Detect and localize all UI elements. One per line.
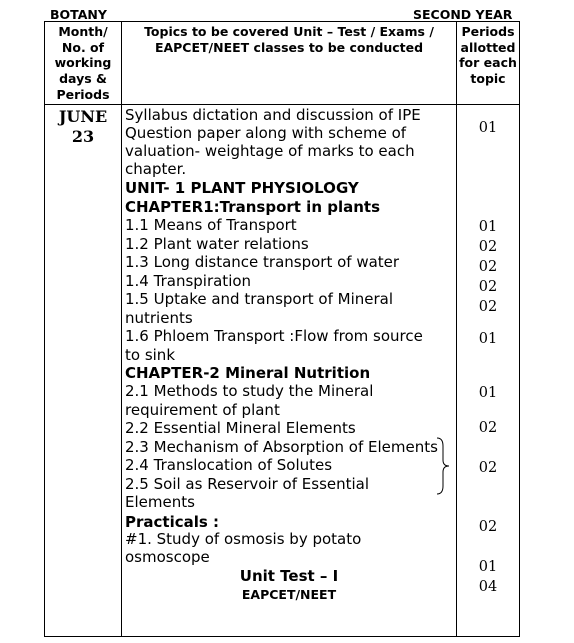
periods-cell (457, 105, 520, 637)
practicals-heading: Practicals : (125, 513, 220, 531)
table-header-row (45, 22, 520, 105)
topics-column-header: Topics to be covered Unit – Test / Exams / EAPCET/NEET classes to be conducted (122, 22, 457, 105)
chapter-heading: CHAPTER-2 Mineral Nutrition (125, 364, 371, 382)
topic-line: 1.4 Transpiration (125, 272, 252, 290)
topic-line: requirement of plant (125, 401, 280, 419)
year-label: SECOND YEAR (413, 7, 513, 22)
chapter-heading: CHAPTER1:Transport in plants (125, 198, 380, 216)
topic-line: 1.2 Plant water relations (125, 235, 309, 253)
topic-line: Syllabus dictation and discussion of IPE (125, 106, 421, 124)
topic-line: 2.1 Methods to study the Mineral (125, 382, 374, 400)
period-value: 01 (478, 385, 498, 401)
table-row (45, 105, 520, 637)
month-name: JUNE (58, 107, 108, 126)
topic-line: valuation- weightage of marks to each (125, 142, 415, 160)
topic-line: #1. Study of osmosis by potato (125, 530, 362, 548)
working-days: 23 (71, 127, 95, 146)
topic-line: nutrients (125, 309, 193, 327)
period-value: 02 (478, 519, 498, 535)
curly-brace-icon (435, 436, 451, 496)
topic-line: to sink (125, 346, 176, 364)
period-value: 01 (478, 219, 498, 235)
period-value: 02 (478, 460, 498, 476)
topic-line: 2.3 Mechanism of Absorption of Elements (125, 438, 438, 456)
period-value: 01 (478, 331, 498, 347)
period-value: 02 (478, 299, 498, 315)
period-value: 02 (478, 420, 498, 436)
topic-line: 1.6 Phloem Transport :Flow from source (125, 327, 423, 345)
periods-column-header: Periods allotted for each topic (457, 22, 520, 105)
topic-line: 2.5 Soil as Reservoir of Essential (125, 475, 370, 493)
topic-line: 2.4 Translocation of Solutes (125, 456, 333, 474)
subject-label: BOTANY (50, 7, 107, 22)
unit-test-label: Unit Test – I (239, 567, 339, 585)
period-value: 01 (478, 559, 498, 575)
topic-line: 1.5 Uptake and transport of Mineral (125, 290, 394, 308)
period-value: 02 (478, 239, 498, 255)
topic-line: 1.3 Long distance transport of water (125, 253, 400, 271)
topic-line: Elements (125, 493, 195, 511)
topic-line: chapter. (125, 160, 187, 178)
topic-line: Question paper along with scheme of (125, 124, 407, 142)
month-column-header: Month/ No. of working days & Periods (45, 22, 122, 105)
topic-line: osmoscope (125, 548, 210, 566)
unit-heading: UNIT- 1 PLANT PHYSIOLOGY (125, 179, 359, 197)
period-value: 02 (478, 259, 498, 275)
syllabus-table (44, 21, 520, 637)
eapcet-neet-label: EAPCET/NEET (241, 587, 337, 602)
topic-line: 2.2 Essential Mineral Elements (125, 419, 356, 437)
period-value: 02 (478, 279, 498, 295)
month-cell (45, 105, 122, 637)
topics-cell (122, 105, 457, 637)
period-value: 04 (478, 579, 498, 595)
topic-line: 1.1 Means of Transport (125, 216, 297, 234)
period-value: 01 (478, 120, 498, 136)
